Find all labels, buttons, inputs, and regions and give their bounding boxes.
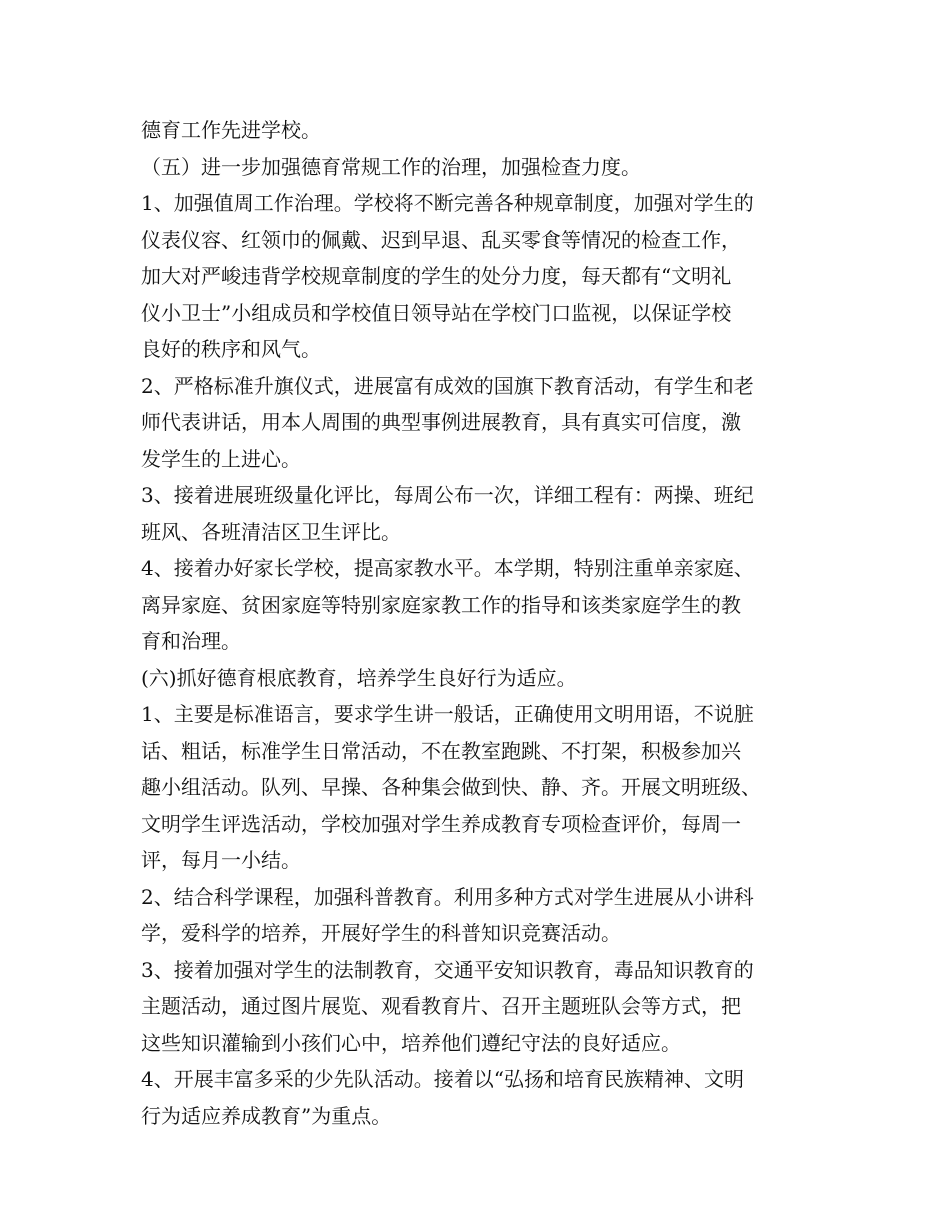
text-line: 学，爱科学的培养，开展好学生的科普知识竞赛活动。 — [141, 921, 621, 945]
text-line: 3、接着加强对学生的法制教育，交通平安知识教育，毒品知识教育的 — [141, 957, 754, 982]
text-line: 加大对严峻违背学校规章制度的学生的处分力度，每天都有“文明礼 — [141, 264, 732, 288]
text-line: 发学生的上进心。 — [141, 446, 301, 471]
text-line: 3、接着进展班级量化评比，每周公布一次，详细工程有：两操、班纪 — [141, 483, 754, 507]
section-heading: （五）进一步加强德育常规工作的治理，加强检查力度。 — [141, 154, 641, 179]
text-line: 评，每月一小结。 — [141, 848, 301, 872]
text-line: 行为适应养成教育”为重点。 — [141, 1103, 392, 1128]
text-line: 离异家庭、贫困家庭等特别家庭家教工作的指导和该类家庭学生的教 — [141, 592, 741, 617]
text-line: 仪小卫士”小组成员和学校值日领导站在学校门口监视，以保证学校 — [141, 300, 732, 325]
text-line: 仪表仪容、红领巾的佩戴、迟到早退、乱买零食等情况的检查工作， — [141, 227, 741, 252]
text-line: 1、加强值周工作治理。学校将不断完善各种规章制度，加强对学生的 — [141, 191, 754, 215]
text-line: 这些知识灌输到小孩们心中，培养他们遵纪守法的良好适应。 — [141, 1030, 681, 1055]
text-line: 文明学生评选活动，学校加强对学生养成教育专项检查评价，每周一 — [141, 811, 741, 836]
text-line: 师代表讲话，用本人周围的典型事例进展教育，具有真实可信度，激 — [141, 410, 741, 434]
text-line: 4、接着办好家长学校，提高家教水平。本学期，特别注重单亲家庭、 — [141, 556, 754, 580]
text-line: 育和治理。 — [141, 629, 241, 653]
text-line: 4、开展丰富多采的少先队活动。接着以“弘扬和培育民族精神、文明 — [141, 1067, 744, 1091]
text-line: 话、粗话，标准学生日常活动，不在教室跑跳、不打架，积极参加兴 — [141, 738, 741, 763]
text-line: 班风、各班清洁区卫生评比。 — [141, 519, 401, 544]
text-line: 趣小组活动。队列、早操、各种集会做到快、静、齐。开展文明班级、 — [141, 775, 761, 799]
text-line: 1、主要是标准语言，要求学生讲一般话，正确使用文明用语，不说脏 — [141, 702, 754, 726]
section-heading: (六)抓好德育根底教育，培养学生良好行为适应。 — [141, 665, 577, 690]
text-line: 主题活动，通过图片展览、观看教育片、召开主题班队会等方式，把 — [141, 994, 741, 1018]
text-line: 良好的秩序和风气。 — [141, 337, 321, 361]
text-line: 德育工作先进学校。 — [141, 118, 321, 142]
text-line: 2、严格标准升旗仪式，进展富有成效的国旗下教育活动，有学生和老 — [141, 373, 754, 398]
text-line: 2、结合科学课程，加强科普教育。利用多种方式对学生进展从小讲科 — [141, 884, 754, 909]
document-body — [141, 112, 831, 1134]
